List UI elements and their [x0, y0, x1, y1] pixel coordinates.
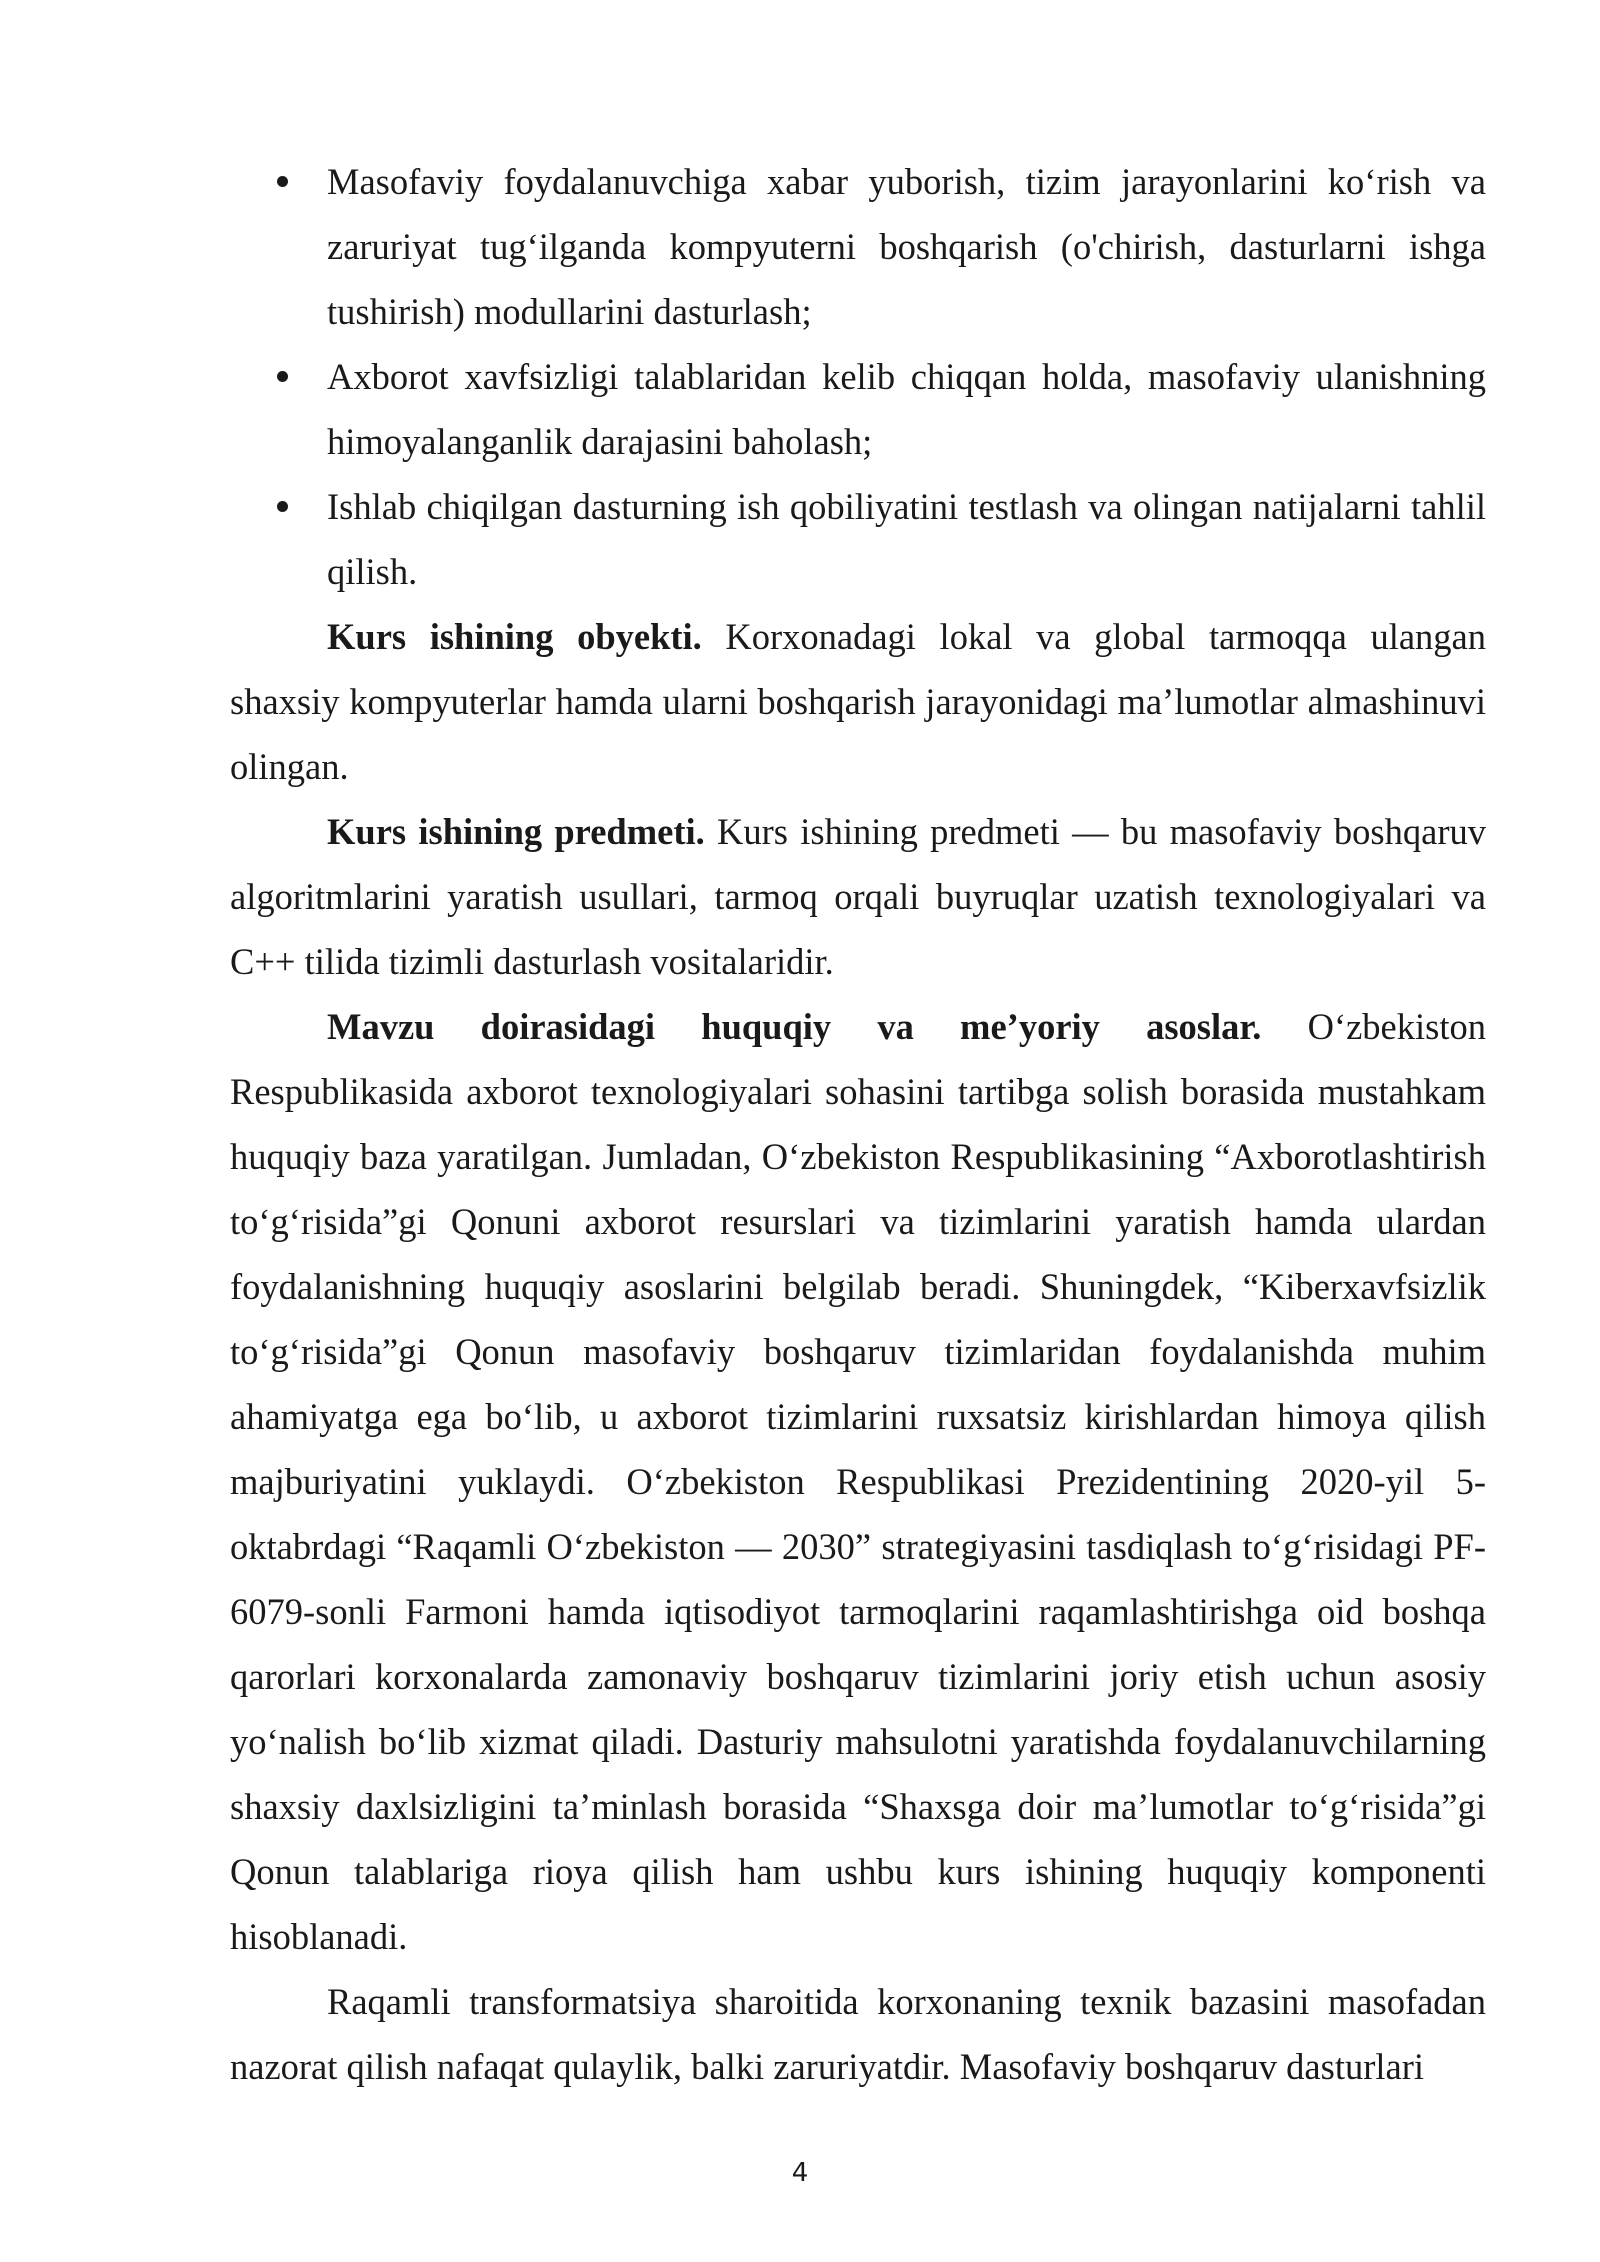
bullet-icon	[277, 176, 288, 187]
list-item	[230, 149, 1486, 344]
list-item	[230, 474, 1486, 604]
paragraph-digital	[230, 1969, 1486, 2099]
paragraph-text: Raqamli transformatsiya sharoitida korxonaning texnik bazasini masofadan nazorat qilish nafaqat qulaylik, balki zaruriyatdir. Masofaviy boshqaruv dasturlari	[230, 1981, 1486, 2087]
list-item-text: Ishlab chiqilgan dasturning ish qobiliyatini testlash va olingan natijalarni tahlil qilish.	[327, 486, 1486, 592]
bullet-icon	[277, 371, 288, 382]
paragraph-object	[230, 604, 1486, 799]
paragraph-heading: Mavzu doirasidagi huquqiy va me’yoriy asoslar.	[327, 1006, 1262, 1047]
paragraph-heading: Kurs ishining predmeti.	[327, 811, 705, 852]
paragraph-heading: Kurs ishining obyekti.	[327, 616, 702, 657]
list-item-text: Axborot xavfsizligi talablaridan kelib chiqqan holda, masofaviy ulanishning himoyalanganlik darajasini baholash;	[327, 356, 1486, 462]
list-item-text: Masofaviy foydalanuvchiga xabar yuborish, tizim jarayonlarini ko‘rish va zaruriyat tug‘ilganda kompyuterni boshqarish (o'chirish, dasturlarni ishga tushirish) modullarini dasturlash;	[327, 161, 1486, 332]
list-item	[230, 344, 1486, 474]
paragraph-text: Kurs ishining predmeti — bu masofaviy boshqaruv algoritmlarini yaratish usullari, tarmoq orqali buyruqlar uzatish texnologiyalari va C++ tilida tizimli dasturlash vositalaridir.	[230, 811, 1486, 982]
paragraph-text: Korxonadagi lokal va global tarmoqqa ulangan shaxsiy kompyuterlar hamda ularni boshqarish jarayonidagi ma’lumotlar almashinuvi olingan.	[230, 616, 1486, 787]
paragraph-subject	[230, 799, 1486, 994]
page-number: 4	[791, 2158, 809, 2188]
bullet-icon	[277, 501, 288, 512]
paragraph-legal	[230, 994, 1486, 1969]
document-body	[230, 149, 1486, 2099]
paragraph-text: O‘zbekiston Respublikasida axborot texnologiyalari sohasini tartibga solish borasida mustahkam huquqiy baza yaratilgan. Jumladan, O‘zbekiston Respublikasining “Axborotlashtirish to‘g‘risida”gi Qonuni axborot resurslari va tizimlarini yaratish hamda ulardan foydalanishning huquqiy asoslarini belgilab beradi. Shuningdek, “Kiberxavfsizlik to‘g‘risida”gi Qonun masofaviy boshqaruv tizimlaridan foydalanishda muhim ahamiyatga ega bo‘lib, u axborot tizimlarini ruxsatsiz kirishlardan himoya qilish majburiyatini yuklaydi. O‘zbekiston Respublikasi Prezidentining 2020-yil 5-oktabrdagi “Raqamli O‘zbekiston — 2030” strategiyasini tasdiqlash to‘g‘risidagi PF-6079-sonli Farmoni hamda iqtisodiyot tarmoqlarini raqamlashtirishga oid boshqa qarorlari korxonalarda zamonaviy boshqaruv tizimlarini joriy etish uchun asosiy yo‘nalish bo‘lib xizmat qiladi. Dasturiy mahsulotni yaratishda foydalanuvchilarning shaxsiy daxlsizligini ta’minlash borasida “Shaxsga doir ma’lumotlar to‘g‘risida”gi Qonun talablariga rioya qilish ham ushbu kurs ishining huquqiy komponenti hisoblanadi.	[230, 1006, 1486, 1957]
task-list	[230, 149, 1486, 604]
